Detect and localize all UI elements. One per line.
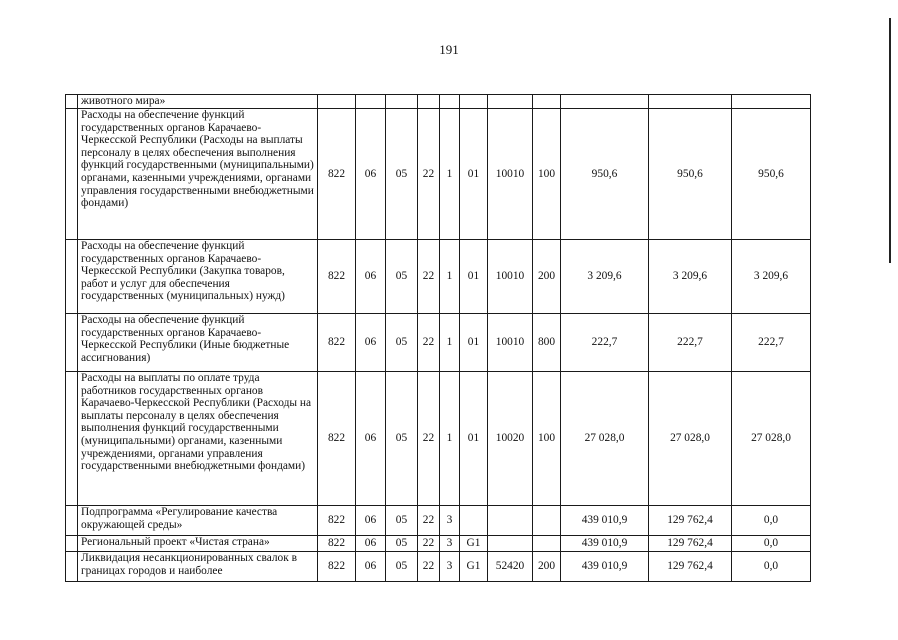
amount-year-1: 222,7 bbox=[561, 314, 649, 372]
subprogram-code: 1 bbox=[440, 109, 460, 240]
section-code: 06 bbox=[356, 536, 386, 552]
ministry-code: 822 bbox=[318, 372, 356, 506]
subprogram-code: 1 bbox=[440, 314, 460, 372]
section-code: 06 bbox=[356, 109, 386, 240]
subsection-code: 05 bbox=[386, 314, 418, 372]
direction-code: 10020 bbox=[488, 372, 533, 506]
direction-code: 52420 bbox=[488, 552, 533, 582]
ministry-code: 822 bbox=[318, 536, 356, 552]
section-code: 06 bbox=[356, 552, 386, 582]
row-description: Расходы на выплаты по оплате труда работников государственных органов Карачаево-Черкесской Республики (Расходы на выплаты персоналу в целях обеспечения выполнения функций государственными (муниципальными) органами, казенными учреждениями, органами управления государственными внебюджетными фондами) bbox=[78, 372, 318, 506]
row-margin-cell bbox=[66, 372, 78, 506]
event-code: G1 bbox=[460, 536, 488, 552]
table-row bbox=[66, 314, 811, 372]
amount-year-2: 950,6 bbox=[649, 109, 732, 240]
event-code: G1 bbox=[460, 552, 488, 582]
amount-year-1: 27 028,0 bbox=[561, 372, 649, 506]
expense-type-code: 200 bbox=[533, 240, 561, 314]
expense-type-code bbox=[533, 95, 561, 109]
section-code: 06 bbox=[356, 372, 386, 506]
subsection-code: 05 bbox=[386, 536, 418, 552]
amount-year-2 bbox=[649, 95, 732, 109]
amount-year-1: 439 010,9 bbox=[561, 506, 649, 536]
expense-type-code: 200 bbox=[533, 552, 561, 582]
page-edge-line bbox=[889, 18, 891, 263]
subsection-code: 05 bbox=[386, 552, 418, 582]
amount-year-3: 0,0 bbox=[732, 536, 811, 552]
expense-type-code: 100 bbox=[533, 109, 561, 240]
event-code: 01 bbox=[460, 314, 488, 372]
amount-year-1: 439 010,9 bbox=[561, 536, 649, 552]
amount-year-2: 129 762,4 bbox=[649, 506, 732, 536]
amount-year-3: 950,6 bbox=[732, 109, 811, 240]
direction-code: 10010 bbox=[488, 240, 533, 314]
amount-year-2: 27 028,0 bbox=[649, 372, 732, 506]
ministry-code: 822 bbox=[318, 506, 356, 536]
expense-type-code bbox=[533, 506, 561, 536]
amount-year-1: 3 209,6 bbox=[561, 240, 649, 314]
subsection-code: 05 bbox=[386, 372, 418, 506]
subsection-code: 05 bbox=[386, 240, 418, 314]
ministry-code: 822 bbox=[318, 552, 356, 582]
row-margin-cell bbox=[66, 506, 78, 536]
row-margin-cell bbox=[66, 95, 78, 109]
row-description: Расходы на обеспечение функций государственных органов Карачаево-Черкесской Республики (Расходы на выплаты персоналу в целях обеспечения выполнения функций государственными (муниципальными) органами, казенными учреждениями, органами управления государственными внебюджетными фондами) bbox=[78, 109, 318, 240]
program-code: 22 bbox=[418, 536, 440, 552]
page-number: 191 bbox=[439, 42, 459, 57]
table-row bbox=[66, 109, 811, 240]
table-row bbox=[66, 95, 811, 109]
budget-table-body bbox=[66, 95, 811, 582]
amount-year-2: 3 209,6 bbox=[649, 240, 732, 314]
event-code: 01 bbox=[460, 372, 488, 506]
table-row bbox=[66, 552, 811, 582]
amount-year-3: 0,0 bbox=[732, 506, 811, 536]
row-description: Ликвидация несанкционированных свалок в границах городов и наиболее bbox=[78, 552, 318, 582]
section-code: 06 bbox=[356, 314, 386, 372]
amount-year-3: 0,0 bbox=[732, 552, 811, 582]
section-code: 06 bbox=[356, 240, 386, 314]
table-row bbox=[66, 506, 811, 536]
direction-code: 10010 bbox=[488, 314, 533, 372]
subsection-code: 05 bbox=[386, 506, 418, 536]
subprogram-code bbox=[440, 95, 460, 109]
budget-table bbox=[65, 94, 811, 582]
amount-year-2: 129 762,4 bbox=[649, 552, 732, 582]
subsection-code: 05 bbox=[386, 109, 418, 240]
row-margin-cell bbox=[66, 536, 78, 552]
direction-code: 10010 bbox=[488, 109, 533, 240]
event-code bbox=[460, 506, 488, 536]
program-code: 22 bbox=[418, 372, 440, 506]
direction-code bbox=[488, 506, 533, 536]
row-description: животного мира» bbox=[78, 95, 318, 109]
program-code bbox=[418, 95, 440, 109]
subprogram-code: 1 bbox=[440, 372, 460, 506]
section-code bbox=[356, 95, 386, 109]
expense-type-code: 800 bbox=[533, 314, 561, 372]
amount-year-1: 439 010,9 bbox=[561, 552, 649, 582]
ministry-code: 822 bbox=[318, 109, 356, 240]
row-margin-cell bbox=[66, 240, 78, 314]
expense-type-code: 100 bbox=[533, 372, 561, 506]
expense-type-code bbox=[533, 536, 561, 552]
ministry-code bbox=[318, 95, 356, 109]
row-margin-cell bbox=[66, 552, 78, 582]
amount-year-1 bbox=[561, 95, 649, 109]
subsection-code bbox=[386, 95, 418, 109]
table-row bbox=[66, 536, 811, 552]
event-code bbox=[460, 95, 488, 109]
ministry-code: 822 bbox=[318, 240, 356, 314]
program-code: 22 bbox=[418, 506, 440, 536]
program-code: 22 bbox=[418, 240, 440, 314]
direction-code bbox=[488, 536, 533, 552]
subprogram-code: 3 bbox=[440, 506, 460, 536]
event-code: 01 bbox=[460, 109, 488, 240]
row-margin-cell bbox=[66, 314, 78, 372]
row-description: Региональный проект «Чистая страна» bbox=[78, 536, 318, 552]
event-code: 01 bbox=[460, 240, 488, 314]
row-margin-cell bbox=[66, 109, 78, 240]
row-description: Расходы на обеспечение функций государственных органов Карачаево-Черкесской Республики (Иные бюджетные ассигнования) bbox=[78, 314, 318, 372]
subprogram-code: 1 bbox=[440, 240, 460, 314]
program-code: 22 bbox=[418, 552, 440, 582]
amount-year-2: 222,7 bbox=[649, 314, 732, 372]
section-code: 06 bbox=[356, 506, 386, 536]
amount-year-1: 950,6 bbox=[561, 109, 649, 240]
direction-code bbox=[488, 95, 533, 109]
program-code: 22 bbox=[418, 314, 440, 372]
program-code: 22 bbox=[418, 109, 440, 240]
ministry-code: 822 bbox=[318, 314, 356, 372]
row-description: Расходы на обеспечение функций государственных органов Карачаево-Черкесской Республики (Закупка товаров, работ и услуг для обеспечения государственных (муниципальных) нужд) bbox=[78, 240, 318, 314]
amount-year-2: 129 762,4 bbox=[649, 536, 732, 552]
amount-year-3: 3 209,6 bbox=[732, 240, 811, 314]
table-row bbox=[66, 372, 811, 506]
row-description: Подпрограмма «Регулирование качества окружающей среды» bbox=[78, 506, 318, 536]
amount-year-3: 27 028,0 bbox=[732, 372, 811, 506]
amount-year-3 bbox=[732, 95, 811, 109]
amount-year-3: 222,7 bbox=[732, 314, 811, 372]
subprogram-code: 3 bbox=[440, 536, 460, 552]
table-row bbox=[66, 240, 811, 314]
subprogram-code: 3 bbox=[440, 552, 460, 582]
